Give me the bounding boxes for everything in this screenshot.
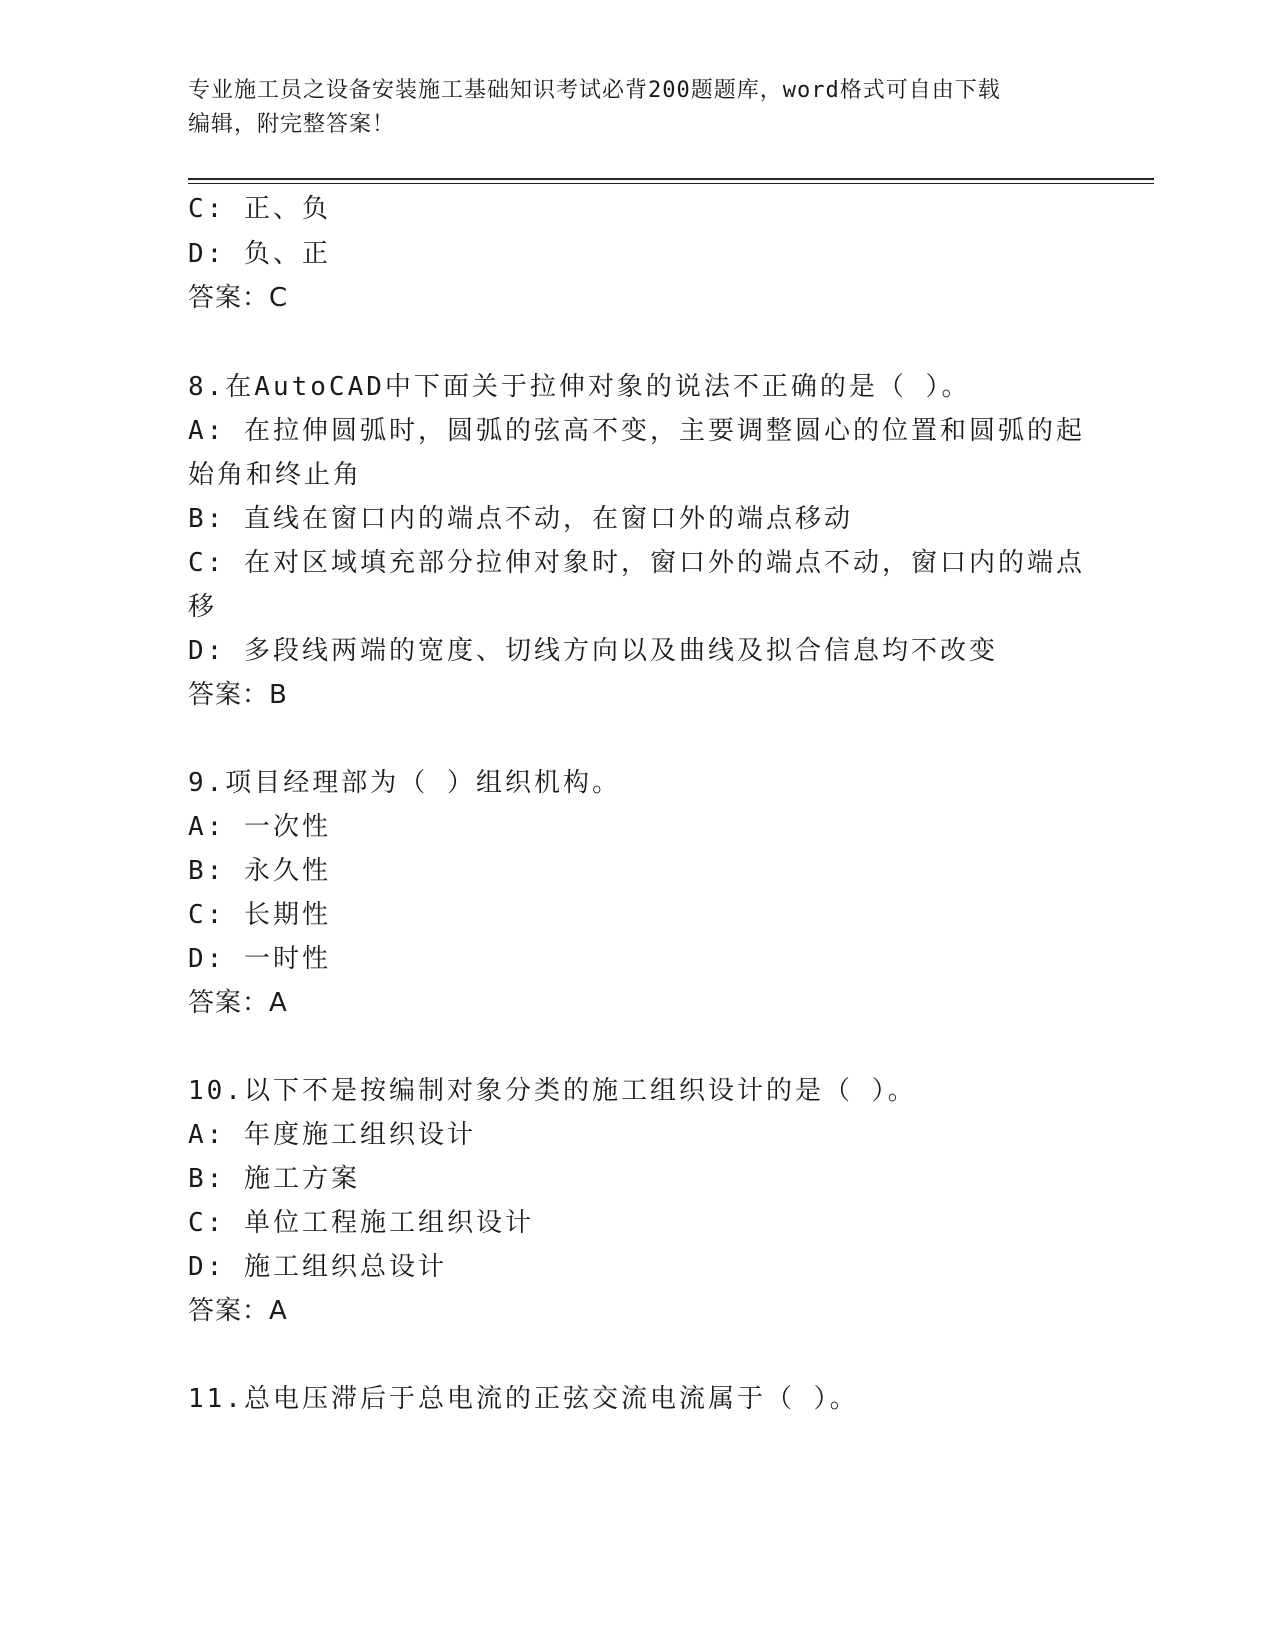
q9-option-a: A: 一次性: [188, 812, 331, 842]
header-title-line-2: 编辑，附完整答案！: [188, 112, 396, 137]
q10-stem: 10.以下不是按编制对象分类的施工组织设计的是（ ）。: [188, 1076, 917, 1106]
q8-option-d: D: 多段线两端的宽度、切线方向以及曲线及拟合信息均不改变: [188, 636, 998, 666]
q9-option-d: D: 一时性: [188, 944, 331, 974]
document-header: [188, 74, 1088, 142]
header-divider-thin: [188, 183, 1154, 184]
q10-option-b: B: 施工方案: [188, 1164, 360, 1194]
header-title-line-1: 专业施工员之设备安装施工基础知识考试必背200题题库，word格式可自由下载: [188, 78, 1001, 103]
q8-option-b: B: 直线在窗口内的端点不动，在窗口外的端点移动: [188, 504, 853, 534]
q7-option-d: D: 负、正: [188, 239, 331, 269]
q7-option-c: C: 正、负: [188, 194, 331, 224]
q11-stem: 11.总电压滞后于总电流的正弦交流电流属于（ ）。: [188, 1384, 859, 1414]
q7-answer: 答案：C: [188, 283, 289, 313]
q10-answer: 答案：A: [188, 1296, 288, 1326]
q9-stem: 9.项目经理部为（ ）组织机构。: [188, 768, 621, 798]
q10-option-a: A: 年度施工组织设计: [188, 1120, 476, 1150]
header-divider-thick: [188, 178, 1154, 180]
q9-option-c: C: 长期性: [188, 900, 331, 930]
q8-option-a-line-2: 始角和终止角: [188, 460, 363, 490]
q10-option-d: D: 施工组织总设计: [188, 1252, 447, 1282]
q8-option-c-line-1: C: 在对区域填充部分拉伸对象时，窗口外的端点不动，窗口内的端点: [188, 548, 1085, 578]
q8-answer: 答案：B: [188, 680, 288, 710]
q9-answer: 答案：A: [188, 988, 288, 1018]
q8-option-c-line-2: 移: [188, 592, 218, 622]
q8-stem: 8.在AutoCAD中下面关于拉伸对象的说法不正确的是（ ）。: [188, 372, 971, 402]
q10-option-c: C: 单位工程施工组织设计: [188, 1208, 534, 1238]
q9-option-b: B: 永久性: [188, 856, 331, 886]
q8-option-a-line-1: A: 在拉伸圆弧时，圆弧的弦高不变，主要调整圆心的位置和圆弧的起: [188, 416, 1085, 446]
